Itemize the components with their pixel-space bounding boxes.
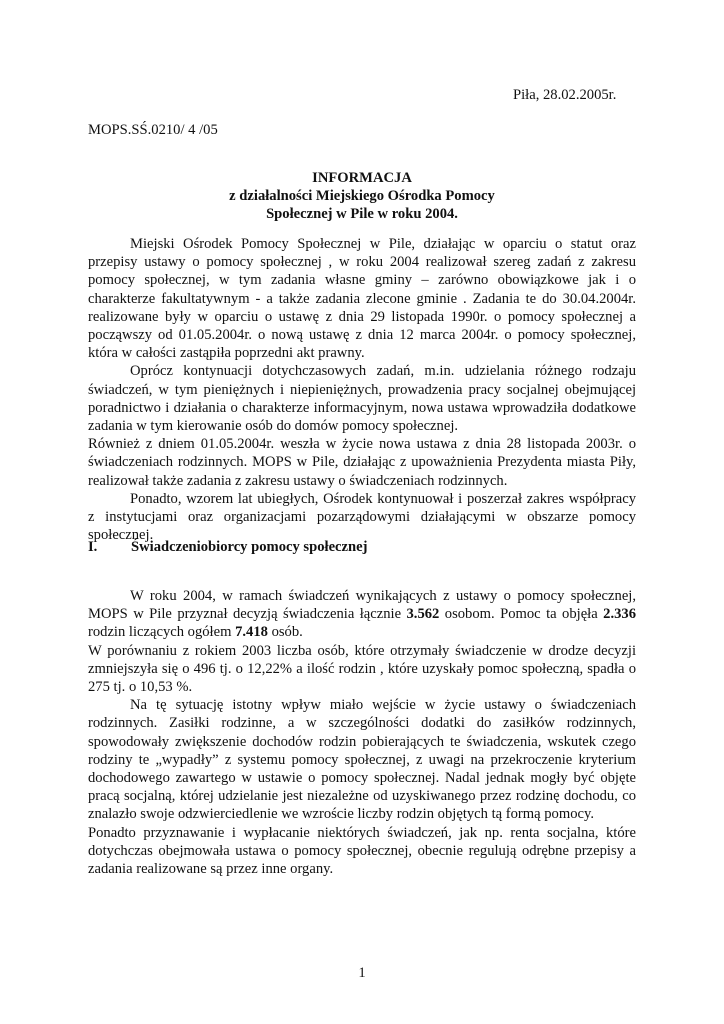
title-line-3: Społecznej w Pile w roku 2004. xyxy=(266,206,458,223)
intro-paragraph-2: Oprócz kontynuacji dotychczasowych zadań, m.in. udzielania różnego rodzaju świadczeń, w tym pieniężnych i niepieniężnych, prowadzenia pracy socjalnej obejmującej poradnictwo i działania o charakterze informacyjnym, nowa ustawa wprowadziła dodatkowe zadania w tym kierowanie osób do domów pomocy społecznej. xyxy=(88,363,636,435)
section-title: Świadczeniobiorcy pomocy społecznej xyxy=(131,539,368,555)
text-run: rodzin liczących ogółem xyxy=(88,624,236,641)
place-and-date: Piła, 28.02.2005r. xyxy=(513,87,617,103)
total-persons-count: 7.418 xyxy=(235,624,268,641)
section-heading xyxy=(88,538,367,556)
persons-count: 3.562 xyxy=(406,606,440,623)
document-title xyxy=(88,169,636,224)
section-paragraph-4: Ponadto przyznawanie i wypłacanie niektórych świadczeń, jak np. renta socjalna, które dotychczas obejmowała ustawa o pomocy społecznej, obecnie regulują odrębne przepisy a zadania realizowane są przez inne organy. xyxy=(88,824,636,878)
text-run: osobom. Pomoc ta objęła xyxy=(439,606,604,623)
title-line-2: z działalności Miejskiego Ośrodka Pomocy xyxy=(229,188,495,205)
intro-paragraph-4: Ponadto, wzorem lat ubiegłych, Ośrodek kontynuował i poszerzał zakres współpracy z instytucjami oraz organizacjami pozarządowymi działającymi w obszarze pomocy społecznej. xyxy=(88,490,636,544)
section-paragraph-1 xyxy=(88,587,636,642)
section-paragraph-3: Na tę sytuację istotny wpływ miało wejście w życie ustawy o świadczeniach rodzinnych. Zasiłki rodzinne, a w szczególności dodatki do zasiłków rodzinnych, spowodowały zwiększenie dochodów rodzin pobierających te świadczenia, wskutek czego rodziny te „wypadły” z systemu pomocy społecznej, z uwagi na przekroczenie kryterium dochodowego zawartego w ustawie o pomocy społecznej. Nadal jednak mogły być objęte pracą socjalną, której udzielanie jest niezależne od uzyskiwanego przez rodzinę dochodu, co znalazło swoje odzwierciedlenie we wzroście liczby rodzin objętych tą formą pomocy. xyxy=(88,697,636,823)
families-count: 2.336 xyxy=(603,606,636,623)
section-1-body xyxy=(88,587,636,878)
text-run: W roku 2004, w ramach świadczeń wynikających z ustawy o pomocy społecznej, MOPS w Pile przyznał decyzją świadczenia łącznie xyxy=(88,588,636,623)
intro-paragraph-1: Miejski Ośrodek Pomocy Społecznej w Pile, działając w oparciu o statut oraz przepisy ustawy o pomocy społecznej , w roku 2004 realizował szereg zadań z zakresu pomocy społecznej, w tym zadania własne gminy – zarówno obowiązkowe jak i o charakterze fakultatywnym - a także zadania zlecone gminie . Zadania te do 30.04.2004r. realizowane były w oparciu o ustawę z dnia 29 listopada 1990r. o pomocy społecznej a począwszy od 01.05.2004r. o nową ustawę z dnia 12 marca 2004r. o pomocy społecznej, która w całości zastąpiła poprzedni akt prawny. xyxy=(88,236,636,362)
intro-section xyxy=(88,235,636,544)
reference-number: MOPS.SŚ.0210/ 4 /05 xyxy=(88,122,218,138)
text-run: osób. xyxy=(267,624,303,641)
section-paragraph-2: W porównaniu z rokiem 2003 liczba osób, które otrzymały świadczenie w drodze decyzji zmniejszyła się o 496 tj. o 12,22% a ilość rodzin , które uzyskały pomoc społeczną, spadła o 275 tj. o 10,53 %. xyxy=(88,642,636,696)
section-number: I. xyxy=(88,539,98,555)
title-line-1: INFORMACJA xyxy=(312,170,412,186)
intro-paragraph-3: Również z dniem 01.05.2004r. weszła w życie nowa ustawa z dnia 28 listopada 2003r. o świadczeniach rodzinnych. MOPS w Pile, działając z upoważnienia Prezydenta miasta Piły, realizował także zadania z zakresu ustawy o świadczeniach rodzinnych. xyxy=(88,436,636,489)
page-number: 1 xyxy=(358,965,366,981)
